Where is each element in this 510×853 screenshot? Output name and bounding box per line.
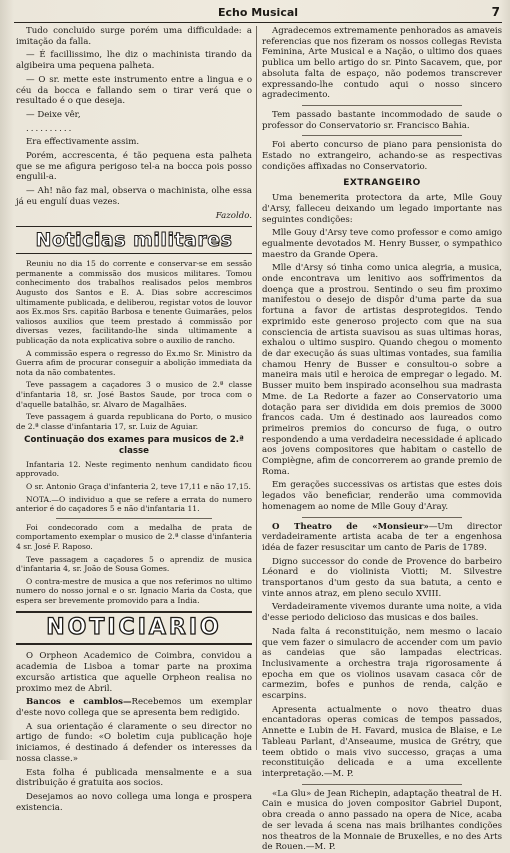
- story-ellipsis: ..........: [26, 123, 74, 134]
- militares-paragraph: Teve passagem a caçadores 3 o musico de 2.ª classe d'infantaria 18, sr. José Bastos Saude, por troca com o d'aquelle batalhão, sr. Alvaro de Magalhães.: [16, 380, 252, 409]
- bancos-paragraph: Desejamos ao novo collega uma longa e prospera existencia.: [16, 791, 252, 813]
- news-paragraph: Agradecemos extremamente penhorados as amaveis referencias que nos fizeram os nossos collegas Revista Feminina, Arte Musical e a Nação, o ultimo dos quaes publica um bello artigo do sr. Pinto Sacavem, que, por absoluta falta de espaço, não podemos transcrever expressando-lhe contudo aqui o nosso sincero agradecimento.: [262, 26, 502, 101]
- story-paragraph: — É facillissimo, lhe diz o machinista tirando da algibeira uma pequena palheta.: [16, 50, 252, 72]
- story-paragraph: Tudo concluido surge porém uma difficuldade: a imitação da falla.: [16, 26, 252, 47]
- bancos-paragraph: Esta folha é publicada mensalmente e a sua distribuição é gratuita aos socios.: [16, 767, 252, 789]
- militares-paragraph: Teve passagem á guarda republicana do Porto, o musico de 2.ª classe d'infantaria 17, sr. Luiz de Aguiar.: [16, 412, 252, 431]
- extrangeiro-paragraph: Em gerações successivas os artistas que estes dois legados vão beneficiar, renderão uma commovida homenagem ao nome de Mlle Gouy d'Aray.: [262, 480, 502, 512]
- exames-paragraph: Infantaria 12. Neste regimento nenhum candidato ficou approvado.: [16, 459, 252, 479]
- story-paragraph: — Ah! não faz mal, observa o machinista, olhe essa já eu engulí duas vezes.: [16, 186, 252, 207]
- story-paragraph: Porém, accrescenta, é tão pequena esta palheta que se me afigura perigoso tel-a na bocca pois posso engulil-a.: [16, 151, 252, 183]
- exames-paragraph: NOTA.—O individuo a que se refere a errata do numero anterior é do caçadores 5 e não d'infantaria 11.: [16, 494, 252, 514]
- medalha-paragraph: Teve passagem a caçadores 5 o aprendiz de musica d'infantaria 4, sr. João de Sousa Gomes.: [16, 554, 252, 574]
- bancos-paragraph: A sua orientação é claramente o seu director no artigo de fundo: «O boletim cuja publicação hoje iniciamos, é destinado á defender os interesses da nossa classe.»: [16, 721, 252, 764]
- page-header: [14, 6, 502, 23]
- militares-paragraph: A commissão espera o regresso do Ex.mo Sr. Ministro da Guerra afim de procurar conseguir a abolição immediata da nota da não combatentes.: [16, 348, 252, 377]
- extrangeiro-paragraph: Mlle d'Arsy só tinha como unica alegria, a musica, onde encontrava um lenitivo aos soffrimentos da doença que a prostrou. Sentindo o seu fim proximo manifestou o desejo de dispôr d'uma parte da sua fortuna a favor de artistas desprotegidos. Tendo exprimido este generoso projecto com que na sua consciencia de artista suavisou as suas ultimas horas, exhalou o ultimo suspiro. Quando chegou o momento de dar execução ás suas ultimas vontades, sua familia chamou Henry de Busser e consultou-o sobre a maneira mais util e heroica de empregar o legado. M. Busser muito bem inspirado aconselhou sua madrasta Mme. de La Redorte a fazer ao Conservatorio uma dotação para ser dividida em dois premios de 3000 francos cada. Um é destinado aos laureados como primeiros premios do concurso de fuga, o outro respondendo a uma verdadeira necessidade é aplicado aos jovens compositores que habitam o castello de Compiègne, afim de concorrerem ao grande premio de Roma.: [262, 263, 502, 477]
- theatro-paragraph: [262, 522, 502, 554]
- exames-heading: Continuação dos exames para musicos de 2.ª classe: [24, 435, 244, 457]
- news-paragraph: Foi aberto concurso de piano para pensionista do Estado no extrangeiro, achando-se as respectivas condições affixadas no Conservatorio.: [262, 140, 502, 172]
- story-paragraph: — O sr. mette este instrumento entre a lingua e o céu da bocca e fallando sem o tirar verá que o resultado é o que deseja.: [16, 74, 252, 107]
- theatro-paragraph: Digno successor do conde de Provence do barbeiro Léonard e do violinista Viotti; M. Silvestre transportanos d'um gesto da sua batuta, a cento e vinte annos atraz, em pleno seculo XVIII.: [262, 556, 502, 599]
- theatro-paragraph: Nada falta á reconstituição, nem mesmo o lacaio que vem fazer o simulacro de accender com um pavio as candeias que são lampadas electricas. Inclusivamente a orchestra traja rigorosamente á epocha em que os violinos usavam casaca côr de carmezim, bofes e punhos de renda, calção e escarpins.: [262, 626, 502, 702]
- section-separator: [302, 784, 462, 785]
- bancos-lead: Bancos e camblos—: [26, 697, 132, 708]
- section-separator: [302, 517, 462, 518]
- column-divider: [256, 26, 257, 750]
- theatro-lead: O Theatro de «Monsieur»: [272, 521, 429, 532]
- extrangeiro-heading: EXTRANGEIRO: [343, 178, 421, 189]
- news-paragraph: Tem passado bastante incommodado de saude o professor do Conservatorio sr. Francisco Bahia.: [262, 109, 502, 131]
- section-separator: [302, 135, 462, 136]
- story-paragraph: Era effectivamente assim.: [26, 137, 140, 148]
- la-glu-paragraph: «La Glu» de Jean Richepin, adaptação theatral de H. Cain e musica do joven compositor Gabriel Dupont, obra creada o anno passado na opera de Nice, acaba de ser levada á scena nas mais brilhantes condições nos theatros de la Monnaie de Bruxelles, e no des Arts de Rouen.—M. P.: [262, 788, 502, 853]
- theatro-paragraph: Verdadeiramente vivemos durante uma noite, a vida d'esse periodo delicioso das musicas e dos bailes.: [262, 602, 502, 624]
- bancos-paragraph: [16, 697, 252, 718]
- militares-heading-box: [16, 226, 252, 254]
- militares-heading: Noticias militares: [35, 229, 233, 252]
- left-column: [16, 26, 252, 813]
- story-paragraph: — Deixe vêr,: [26, 109, 81, 120]
- right-column: [262, 26, 502, 853]
- extrangeiro-paragraph: Uma benemerita protectora da arte, Mlle Gouy d'Arsy, falleceu deixando um legado importante nas seguintes condições:: [262, 193, 502, 225]
- section-separator: [56, 518, 212, 519]
- noticiario-heading: NOTICIARIO: [16, 611, 252, 645]
- page-number: 7: [491, 5, 500, 19]
- publication-title: Echo Musical: [217, 6, 299, 19]
- theatro-text: —Um director verdadeiramente artista acaba de ter a engenhosa idéa de fazer resuscitar um canto de Paris de 1789.: [262, 521, 502, 553]
- bancos-text: Recebemos um exemplar d'este novo collega que se apresenta bem redigido.: [16, 697, 252, 718]
- medalha-paragraph: Foi condecorado com a medalha de prata de comportamento exemplar o musico de 2.ª classe d'infanteria 4 sr. José F. Raposo.: [16, 522, 252, 551]
- extrangeiro-paragraph: Mlle Gouy d'Arsy teve como professor e como amigo egualmente devotados M. Henry Busser, o sympathico maestro da Grande Opera.: [262, 228, 502, 260]
- militares-paragraph: Reuniu no dia 15 do corrente e conservar-se em sessão permanente a commissão dos musicos militares. Tomou conhecimento dos trabalhos realisados pelos membros Augusto dos Santos e E. A. Dias sobre accrescimos ultimamente publicada, e deliberou, registar votos de louvor aos Ex.mos Srs. capitão Barbosa e tenente Guimarães, pelos valiosos auxilios que teem prestado á commissão por diversas vezes, facilitando-lhe sinda ultimamente a publicação da nota explicativa sobre o auxilio de rancho.: [16, 259, 252, 345]
- medalha-paragraph: O contra-mestre de musica a que nos referimos no ultimo numero do nosso jornal e o sr. Ignacio Maria da Costa, que espera ser brevemente promovido para a India.: [16, 576, 252, 605]
- noticiario-paragraph: O Orpheon Academico de Coimbra, convidou a academia de Lisboa a tomar parte na proxima excursão artistica que aquelle Orpheon realisa no proximo mez de Abril.: [16, 651, 252, 694]
- story-signature: Fazoldo.: [215, 210, 252, 221]
- exames-paragraph: O sr. Antonio Graça d'infanteria 2, teve 17,11 e não 17,15.: [26, 481, 251, 491]
- theatro-paragraph: Apresenta actualmente o novo theatro duas encantadoras operas comicas de tempos passados, Annette e Lubin de H. Favard, musica de Blaise, e Le Tableau Parlant, d'Anseaume, musica de Grétry, que teem obtido o mais vivo successo, graças a uma reconstituição delicada e a uma excellente interpretação.—M. P.: [262, 704, 502, 779]
- section-separator: [302, 105, 462, 106]
